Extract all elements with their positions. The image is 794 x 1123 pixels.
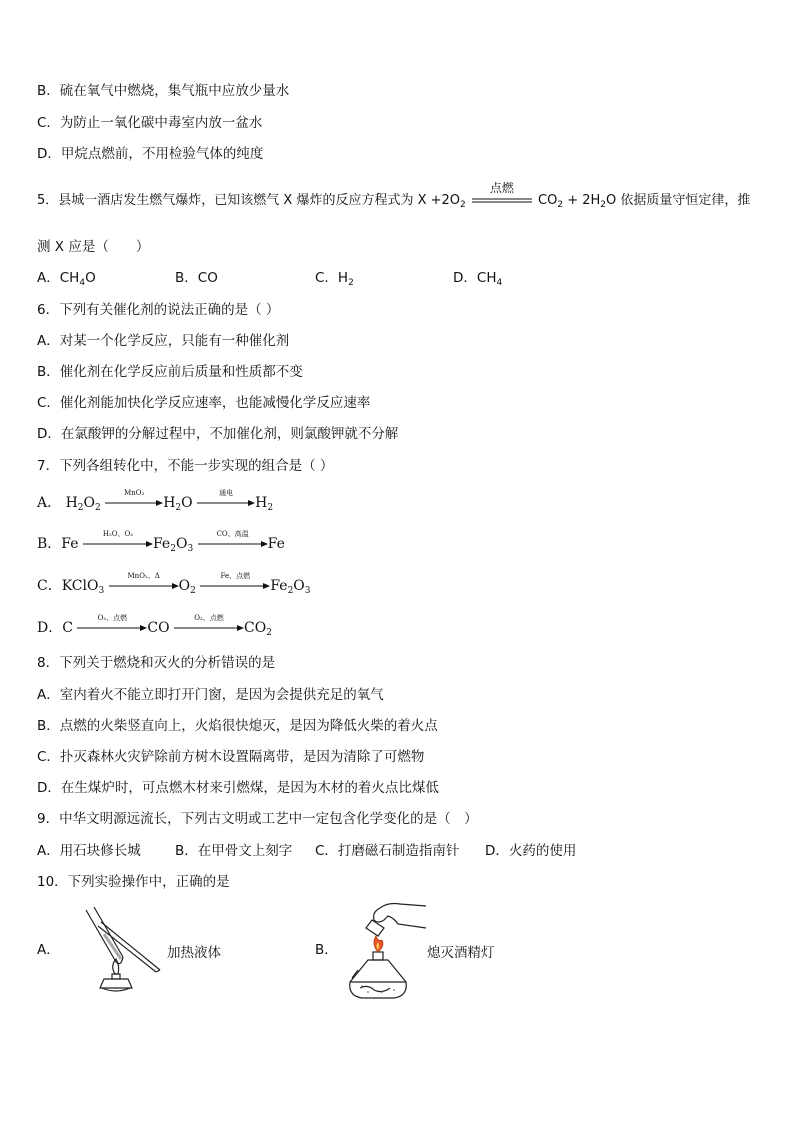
q5-sub-co2: 2 (557, 200, 564, 210)
q5-stem (37, 180, 751, 210)
q6-stem: 6．下列有关催化剂的说法正确的是（ ） (37, 302, 280, 318)
q4-option-d: D．甲烷点燃前，不用检验气体的纯度 (37, 146, 264, 162)
q5-plus-water: + 2H (563, 193, 601, 208)
q6-option-a: A．对某一个化学反应，只能有一种催化剂 (37, 333, 290, 349)
q5-stem-part2: O 依据质量守恒定律，推 (606, 193, 751, 208)
q7-option-c: C．KClO$_3$ MnO₂、Δ $O_2$ Fe、点燃 $Fe_2O_3$ (37, 572, 311, 596)
q5-product1: CO (538, 193, 558, 208)
q7-b-arrow1: H₂O、O₂ (83, 540, 153, 548)
q7-a-arrow2: 通电 (197, 499, 255, 507)
q10-option-a-caption: 加热液体 (167, 945, 221, 961)
q8-option-a: A．室内着火不能立即打开门窗，是因为会提供充足的氧气 (37, 687, 384, 703)
q8-stem: 8．下列关于燃烧和灭火的分析错误的是 (37, 655, 276, 671)
extinguish-alcohol-lamp-icon (338, 898, 428, 1002)
q6-option-b: B．催化剂在化学反应前后质量和性质都不变 (37, 364, 303, 380)
q5-option-b: B．CO (175, 270, 218, 286)
q6-option-c: C．催化剂能加快化学反应速率，也能减慢化学反应速率 (37, 395, 371, 411)
q5-stem-line2: 测 X 应是（ ） (37, 239, 150, 255)
q5-sub: 2 (460, 200, 466, 210)
q5-option-a: A．$CH_4O$ (37, 270, 96, 288)
q7-d-arrow2: O₂、点燃 (174, 624, 244, 632)
q7-option-d: D．C O₂、点燃 CO O₂、点燃 $CO_2$ (37, 614, 272, 638)
q5-reaction-arrow (472, 180, 532, 206)
q9-option-a: A．用石块修长城 (37, 843, 141, 859)
q4-option-b: B．硫在氧气中燃烧，集气瓶中应放少量水 (37, 83, 290, 99)
q5-sub-h2: 2 (600, 200, 607, 210)
q9-option-d: D．火药的使用 (485, 843, 577, 859)
q5-stem-part1: 5．县城一酒店发生燃气爆炸，已知该燃气 X 爆炸的反应方程式为 X +2O (37, 193, 461, 208)
q7-d-arrow1: O₂、点燃 (77, 624, 147, 632)
q9-option-c: C．打磨磁石制造指南针 (315, 843, 460, 859)
q7-a-arrow1: MnO₂ (105, 499, 163, 507)
test-tube-heating-icon (68, 904, 164, 994)
q7-stem: 7．下列各组转化中，不能一步实现的组合是（ ） (37, 458, 334, 474)
q7-option-a: A． $H_2O_2$ MnO₂ $H_2O$ 通电 $H_2$ (37, 489, 274, 513)
q5-option-c: C．$H_2$ (315, 270, 354, 288)
q7-option-b: B．Fe H₂O、O₂ $Fe_2O_3$ CO、高温 Fe (37, 530, 285, 554)
q9-stem: 9．中华文明源远流长，下列古文明或工艺中一定包含化学变化的是（ ） (37, 811, 478, 827)
q10-option-b-caption: 熄灭酒精灯 (427, 945, 495, 961)
q8-option-d: D．在生煤炉时，可点燃木材来引燃煤，是因为木材的着火点比煤低 (37, 780, 439, 796)
q9-option-b: B．在甲骨文上刻字 (175, 843, 293, 859)
q5-option-d: D．$CH_4$ (453, 270, 503, 288)
q7-c-arrow1: MnO₂、Δ (109, 582, 179, 590)
q4-option-c: C．为防止一氧化碳中毒室内放一盆水 (37, 115, 263, 131)
q8-option-b: B．点燃的火柴竖直向上，火焰很快熄灭，是因为降低火柴的着火点 (37, 718, 438, 734)
q10-option-b-label: B． (315, 942, 338, 958)
q7-b-arrow2: CO、高温 (198, 540, 268, 548)
q8-option-c: C．扑灭森林火灾铲除前方树木设置隔离带，是因为清除了可燃物 (37, 749, 425, 765)
q7-c-arrow2: Fe、点燃 (200, 582, 270, 590)
q5-condition: 点燃 (489, 180, 514, 195)
q6-option-d: D．在氯酸钾的分解过程中，不加催化剂，则氯酸钾就不分解 (37, 426, 399, 442)
q10-stem: 10．下列实验操作中，正确的是 (37, 874, 230, 890)
q10-option-a-label: A． (37, 942, 60, 958)
